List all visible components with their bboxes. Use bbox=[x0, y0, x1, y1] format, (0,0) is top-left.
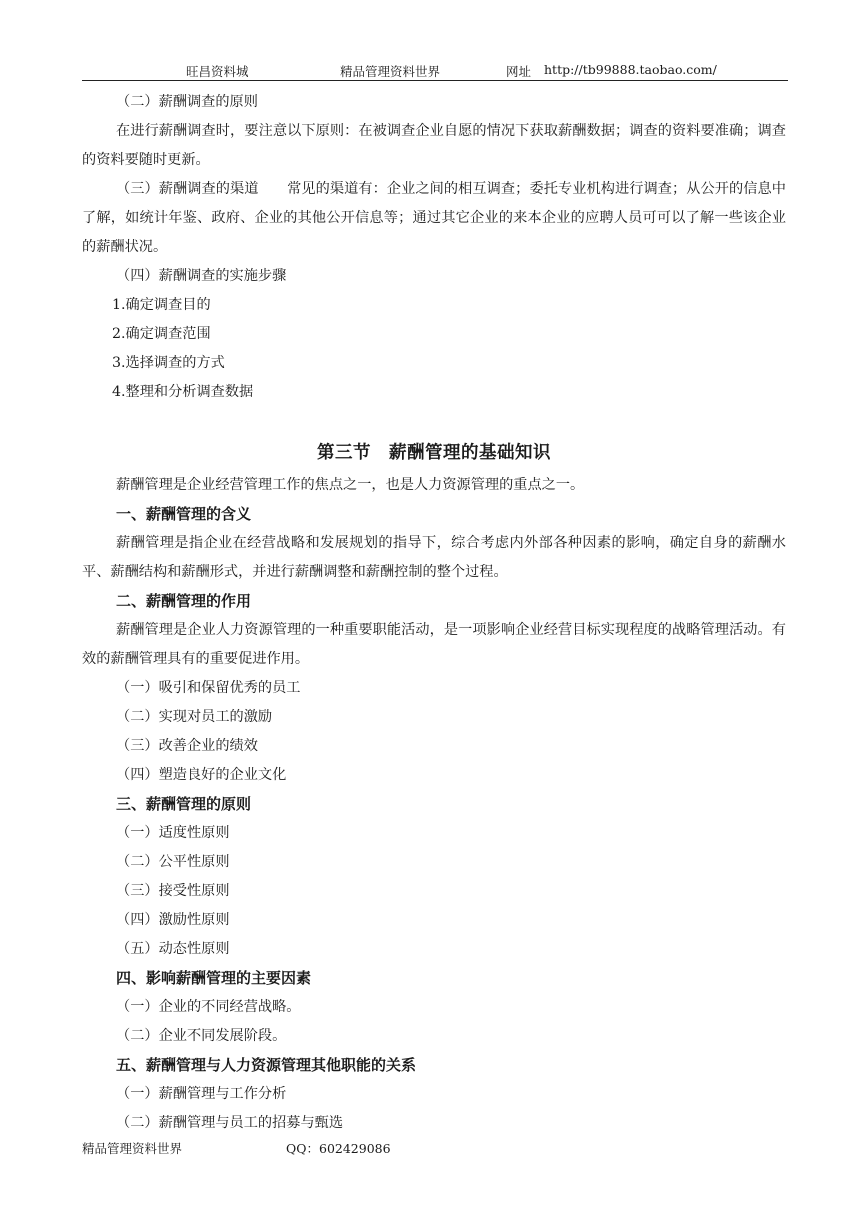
list-item: （二）企业不同发展阶段。 bbox=[116, 1028, 287, 1044]
list-item: （五）动态性原则 bbox=[116, 941, 230, 957]
list-item: （一）吸引和保留优秀的员工 bbox=[116, 680, 301, 696]
list-item: （二）薪酬管理与员工的招募与甄选 bbox=[116, 1115, 344, 1131]
footer-left-text: 精品管理资料世界 bbox=[82, 1141, 183, 1156]
header-divider bbox=[82, 80, 788, 81]
heading-meaning: 一、薪酬管理的含义 bbox=[116, 505, 252, 523]
page-footer bbox=[82, 1139, 786, 1157]
list-item: （二）实现对员工的激励 bbox=[116, 709, 273, 725]
spacer bbox=[82, 407, 786, 435]
list-item: 4.整理和分析调查数据 bbox=[112, 384, 254, 400]
header-center-text: 精品管理资料世界 bbox=[340, 64, 441, 79]
paragraph-role: 薪酬管理是企业人力资源管理的一种重要职能活动，是一项影响企业经营目标实现程度的战略管理活动。有效的薪酬管理具有的重要促进作用。 bbox=[82, 622, 786, 667]
section-title: 第三节 薪酬管理的基础知识 bbox=[317, 443, 551, 463]
heading-role: 二、薪酬管理的作用 bbox=[116, 592, 252, 610]
heading-factors: 四、影响薪酬管理的主要因素 bbox=[116, 969, 312, 987]
document-body bbox=[82, 88, 786, 1138]
list-item: （一）适度性原则 bbox=[116, 825, 230, 841]
list-item: （三）改善企业的绩效 bbox=[116, 738, 258, 754]
list-item: （二）公平性原则 bbox=[116, 854, 230, 870]
list-item: （四）塑造良好的企业文化 bbox=[116, 767, 287, 783]
header-site-label: 网址 bbox=[506, 64, 532, 79]
list-item: 2.确定调查范围 bbox=[112, 326, 211, 342]
list-item: （一）企业的不同经营战略。 bbox=[116, 999, 301, 1015]
list-item: （三）接受性原则 bbox=[116, 883, 230, 899]
subheading-survey-steps: （四）薪酬调查的实施步骤 bbox=[116, 268, 287, 284]
header-left-text: 旺昌资料城 bbox=[186, 64, 249, 79]
heading-relations: 五、薪酬管理与人力资源管理其他职能的关系 bbox=[116, 1056, 417, 1074]
heading-principles: 三、薪酬管理的原则 bbox=[116, 795, 252, 813]
paragraph-survey-principles: 在进行薪酬调查时，要注意以下原则：在被调查企业自愿的情况下获取薪酬数据；调查的资料要准确；调查的资料要随时更新。 bbox=[82, 123, 786, 168]
list-item: （一）薪酬管理与工作分析 bbox=[116, 1086, 287, 1102]
subheading-survey-principles: （二）薪酬调查的原则 bbox=[116, 94, 258, 110]
page-header bbox=[82, 62, 786, 80]
list-item: 3.选择调查的方式 bbox=[112, 355, 225, 371]
list-item: 1.确定调查目的 bbox=[112, 297, 211, 313]
list-item: （四）激励性原则 bbox=[116, 912, 230, 928]
header-site-url[interactable]: http://tb99888.taobao.com/ bbox=[544, 62, 717, 77]
paragraph-survey-channels: （三）薪酬调查的渠道 常见的渠道有：企业之间的相互调查；委托专业机构进行调查；从公开的信息中了解，如统计年鉴、政府、企业的其他公开信息等；通过其它企业的来本企业的应聘人员可可以了解一些该企业的薪酬状况。 bbox=[82, 181, 786, 255]
paragraph-meaning: 薪酬管理是指企业在经营战略和发展规划的指导下，综合考虑内外部各种因素的影响，确定自身的薪酬水平、薪酬结构和薪酬形式，并进行薪酬调整和薪酬控制的整个过程。 bbox=[82, 535, 786, 580]
paragraph-intro: 薪酬管理是企业经营管理工作的焦点之一，也是人力资源管理的重点之一。 bbox=[116, 477, 585, 493]
footer-qq-text: QQ：602429086 bbox=[286, 1141, 391, 1156]
